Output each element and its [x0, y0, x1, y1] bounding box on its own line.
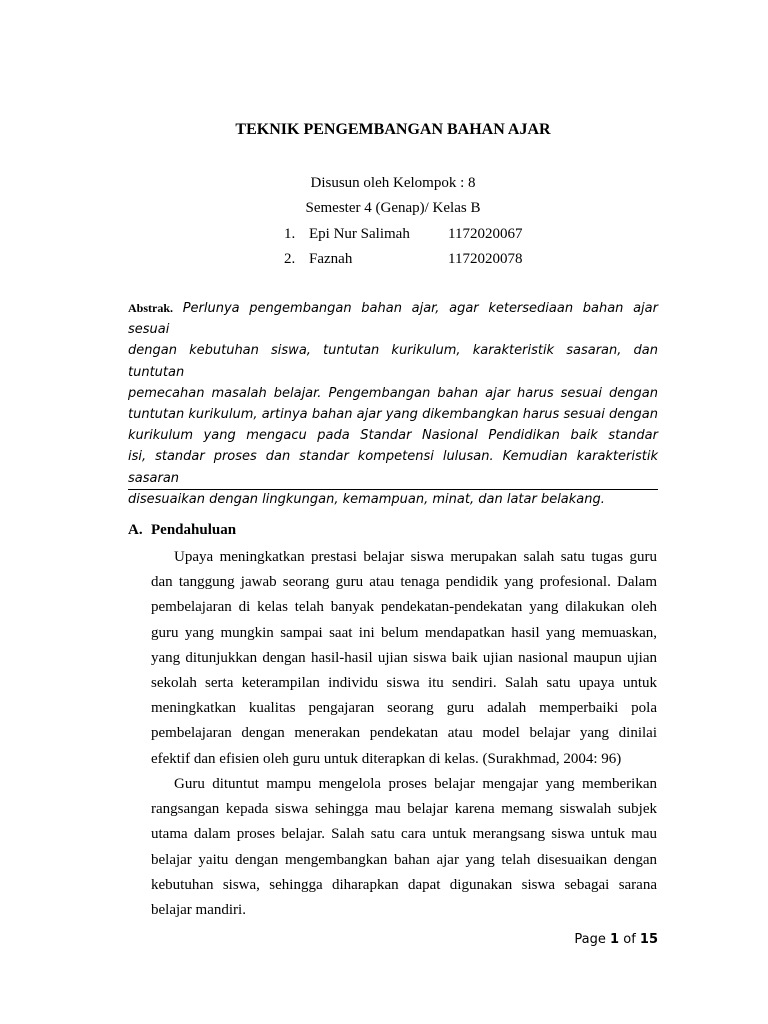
section-divider: [128, 489, 658, 490]
paragraph-line: Upaya meningkatkan prestasi belajar siswa merupakan salah satu tugas guru: [174, 549, 657, 565]
paragraph-line: sekolah serta keterampilan individu siswa itu sendiri. Salah satu upaya untuk: [151, 675, 657, 692]
member-id: 1172020067: [448, 226, 523, 242]
current-page-number: 1: [610, 932, 620, 947]
paragraph-line: pembelajaran dengan menerakan pendekatan atau model belajar yang dinilai: [151, 725, 657, 742]
paragraph-line: efektif dan efisien oleh guru untuk diterapkan di kelas. (Surakhmad, 2004: 96): [151, 750, 622, 767]
section-letter: A.: [128, 522, 143, 538]
abstract-line: dengan kebutuhan siswa, tuntutan kurikulum, karakteristik sasaran, dan tuntutan: [128, 343, 658, 380]
abstract-line: sasaran: [128, 470, 180, 486]
paragraph-line: yang ditunjukkan dengan hasil-hasil ujian siswa baik ujian nasional maupun ujian: [151, 649, 657, 666]
paragraph-line: rangsangan kepada siswa sehingga mau belajar karena memang siswalah subjek: [151, 801, 657, 818]
paragraph-line: pembelajaran di kelas telah banyak pendekatan-pendekatan yang dilakukan oleh: [151, 599, 657, 616]
paragraph-line: utama dalam proses belajar. Salah satu cara untuk merangsang siswa untuk mau: [151, 826, 657, 843]
paragraph-line: dan tanggung jawab seorang guru atau tenaga pendidik yang profesional. Dalam: [151, 574, 657, 591]
total-pages-number: 15: [639, 932, 658, 947]
page-number-footer: [574, 932, 658, 947]
member-number: 2.: [284, 251, 296, 267]
semester-class: Semester 4 (Genap)/ Kelas B: [305, 200, 481, 216]
abstract: [128, 298, 658, 510]
abstract-line: Perlunya pengembangan bahan ajar, agar ketersediaan bahan ajar sesuai: [128, 301, 658, 338]
paragraph-2: [151, 772, 657, 923]
abstract-line: disesuaikan dengan lingkungan, kemampuan, minat, dan latar belakang.: [128, 491, 605, 507]
paragraph-line: Guru dituntut mampu mengelola proses belajar mengajar yang memberikan: [174, 776, 657, 792]
paragraph-line: belajar yaitu dengan mengembangkan bahan ajar yang telah disesuaikan dengan: [151, 851, 657, 868]
paragraph-line: meningkatkan kualitas pengajaran seorang guru adalah memperbaiki pola: [151, 700, 657, 717]
paragraph-line: guru yang mungkin sampai saat ini belum mendapatkan hasil yang memuaskan,: [151, 624, 657, 641]
abstract-line: kurikulum yang mengacu pada Standar Nasional Pendidikan baik standar: [128, 428, 658, 444]
member-id: 1172020078: [448, 251, 523, 267]
abstract-label: Abstrak.: [128, 301, 174, 315]
document-title: TEKNIK PENGEMBANGAN BAHAN AJAR: [235, 121, 551, 138]
section-heading-text: Pendahuluan: [151, 522, 237, 538]
abstract-line: pemecahan masalah belajar. Pengembangan bahan ajar harus sesuai dengan: [128, 385, 658, 401]
abstract-line: tuntutan kurikulum, artinya bahan ajar yang dikembangkan harus sesuai dengan: [128, 407, 658, 423]
member-name: Faznah: [309, 251, 353, 267]
of-word: of: [623, 932, 636, 947]
group-credit: Disusun oleh Kelompok : 8: [310, 175, 476, 191]
paragraph-line: kebutuhan siswa, sehingga diharapkan dapat digunakan siswa sebagai sarana: [151, 876, 657, 893]
abstract-line: isi, standar proses dan standar kompetensi lulusan. Kemudian karakteristik: [128, 449, 658, 465]
member-number: 1.: [284, 226, 296, 242]
paragraph-1: [151, 545, 657, 772]
member-name: Epi Nur Salimah: [309, 226, 410, 242]
page-word: Page: [574, 932, 606, 947]
paragraph-line: belajar mandiri.: [151, 902, 246, 919]
